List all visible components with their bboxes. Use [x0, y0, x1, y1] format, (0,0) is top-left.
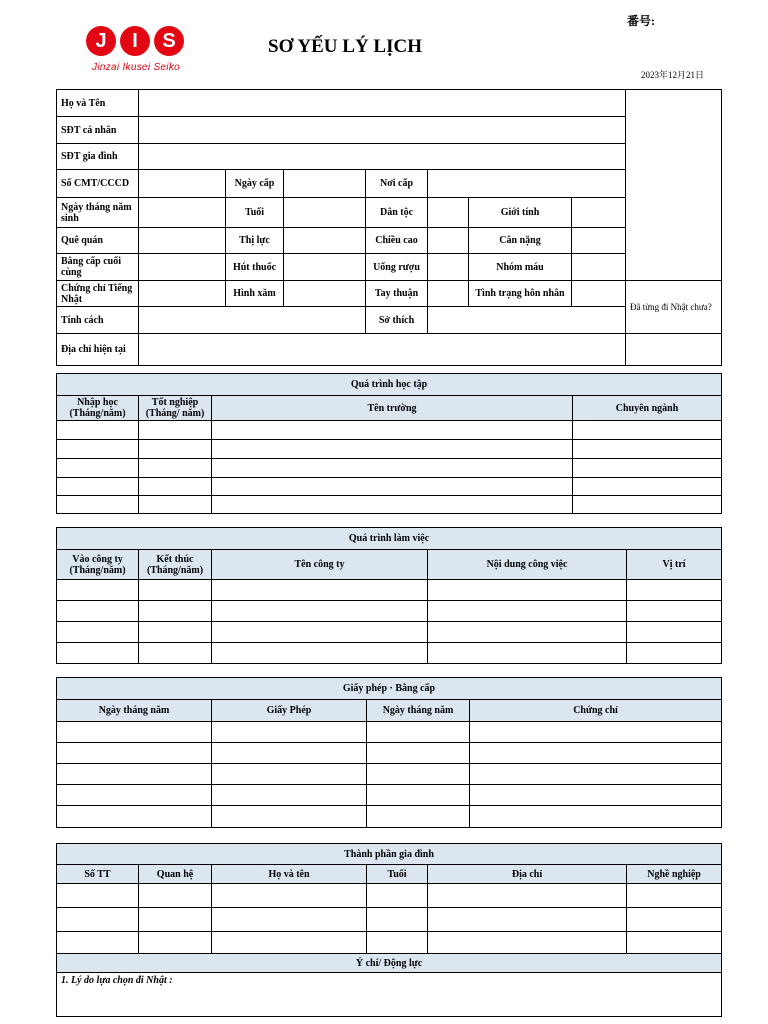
field-marital[interactable] [572, 281, 626, 307]
table-row [57, 722, 722, 743]
label-been-japan: Đã từng đi Nhật chưa? [626, 281, 722, 334]
field-age[interactable] [284, 198, 366, 228]
field-address[interactable] [139, 334, 626, 366]
study-col-enroll: Nhập học (Tháng/năm) [57, 396, 139, 421]
field-issue-place[interactable] [428, 170, 626, 198]
label-personality: Tính cách [57, 307, 139, 334]
field-hobby[interactable] [428, 307, 626, 334]
logo-subtitle: Jinzai Ikusei Seiko [92, 62, 180, 73]
table-row [57, 601, 722, 622]
field-hometown[interactable] [139, 228, 226, 254]
table-row [57, 764, 722, 785]
license-table [56, 677, 722, 828]
photo-box [626, 90, 722, 281]
study-col-school: Tên trường [212, 396, 573, 421]
table-row [57, 580, 722, 601]
table-row [57, 643, 722, 664]
work-history-table [56, 527, 722, 664]
label-hobby: Sở thích [366, 307, 428, 334]
logo-letter-j: J [86, 26, 116, 56]
field-education[interactable] [139, 254, 226, 281]
page-title: SƠ YẾU LÝ LỊCH [268, 36, 422, 57]
field-eyesight[interactable] [284, 228, 366, 254]
family-table [56, 843, 722, 1017]
family-col-relation: Quan hệ [139, 865, 212, 884]
table-row [57, 908, 722, 932]
license-col-date-2: Ngày tháng năm [367, 700, 470, 722]
table-row [57, 622, 722, 643]
label-drinking: Uống rượu [366, 254, 428, 281]
label-weight: Cân nặng [469, 228, 572, 254]
work-col-start: Vào công ty (Tháng/năm) [57, 550, 139, 580]
field-personality[interactable] [139, 307, 366, 334]
table-row [57, 884, 722, 908]
field-id-card[interactable] [139, 170, 226, 198]
logo-letter-i: I [120, 26, 150, 56]
label-eyesight: Thị lực [226, 228, 284, 254]
table-row [57, 806, 722, 828]
label-address: Địa chỉ hiện tại [57, 334, 139, 366]
work-col-company: Tên công ty [212, 550, 428, 580]
field-smoking[interactable] [284, 254, 366, 281]
document-date: 2023年12月21日 [641, 70, 705, 80]
label-issue-place: Nơi cấp [366, 170, 428, 198]
work-col-duties: Nội dung công việc [428, 550, 627, 580]
field-weight[interactable] [572, 228, 626, 254]
family-col-name: Họ và tên [212, 865, 367, 884]
license-col-certificate: Chứng chỉ [470, 700, 722, 722]
field-japanese-cert[interactable] [139, 281, 226, 307]
personal-info-table [56, 89, 722, 366]
table-row [57, 421, 722, 440]
field-been-japan[interactable] [626, 334, 722, 366]
field-gender[interactable] [572, 198, 626, 228]
number-label: 番号: [627, 14, 655, 28]
table-row [57, 440, 722, 459]
table-row [57, 496, 722, 514]
field-phone-family[interactable] [139, 144, 626, 170]
field-ethnicity[interactable] [428, 198, 469, 228]
field-blood-type[interactable] [572, 254, 626, 281]
field-phone-personal[interactable] [139, 117, 626, 144]
study-section-title: Quá trình học tập [57, 374, 722, 396]
label-education: Bằng cấp cuối cùng [57, 254, 139, 281]
motivation-reason-field[interactable]: 1. Lý do lựa chọn đi Nhật : [57, 973, 722, 1017]
family-col-address: Địa chỉ [428, 865, 627, 884]
label-birth-date: Ngày tháng năm sinh [57, 198, 139, 228]
label-issue-date: Ngày cấp [226, 170, 284, 198]
license-section-title: Giấy phép · Bằng cấp [57, 678, 722, 700]
table-row [57, 932, 722, 954]
table-row [57, 459, 722, 478]
logo-letter-s: S [154, 26, 184, 56]
field-height[interactable] [428, 228, 469, 254]
family-col-no: Số TT [57, 865, 139, 884]
label-hometown: Quê quán [57, 228, 139, 254]
label-tattoo: Hình xăm [226, 281, 284, 307]
family-section-title: Thành phần gia đình [57, 844, 722, 865]
label-full-name: Họ và Tên [57, 90, 139, 117]
family-col-age: Tuổi [367, 865, 428, 884]
study-col-graduate: Tốt nghiệp (Tháng/ năm) [139, 396, 212, 421]
label-handedness: Tay thuận [366, 281, 428, 307]
motivation-section-title: Ý chí/ Động lực [57, 954, 722, 973]
label-phone-family: SĐT gia đình [57, 144, 139, 170]
field-birth-date[interactable] [139, 198, 226, 228]
label-height: Chiều cao [366, 228, 428, 254]
study-history-table [56, 373, 722, 514]
work-section-title: Quá trình làm việc [57, 528, 722, 550]
label-gender: Giới tính [469, 198, 572, 228]
label-id-card: Số CMT/CCCD [57, 170, 139, 198]
label-phone-personal: SĐT cá nhân [57, 117, 139, 144]
table-row [57, 743, 722, 764]
license-col-date-1: Ngày tháng năm [57, 700, 212, 722]
table-row [57, 478, 722, 496]
label-marital: Tình trạng hôn nhân [469, 281, 572, 307]
field-drinking[interactable] [428, 254, 469, 281]
company-logo [86, 26, 186, 78]
family-col-occupation: Nghề nghiệp [627, 865, 722, 884]
study-col-major: Chuyên ngành [573, 396, 722, 421]
field-handedness[interactable] [428, 281, 469, 307]
work-col-end: Kết thúc (Tháng/năm) [139, 550, 212, 580]
label-blood-type: Nhóm máu [469, 254, 572, 281]
label-japanese-cert: Chứng chỉ Tiếng Nhật [57, 281, 139, 307]
field-full-name[interactable] [139, 90, 626, 117]
table-row [57, 785, 722, 806]
field-tattoo[interactable] [284, 281, 366, 307]
field-issue-date[interactable] [284, 170, 366, 198]
label-ethnicity: Dân tộc [366, 198, 428, 228]
work-col-position: Vị trí [627, 550, 722, 580]
license-col-license: Giấy Phép [212, 700, 367, 722]
label-smoking: Hút thuốc [226, 254, 284, 281]
label-age: Tuổi [226, 198, 284, 228]
